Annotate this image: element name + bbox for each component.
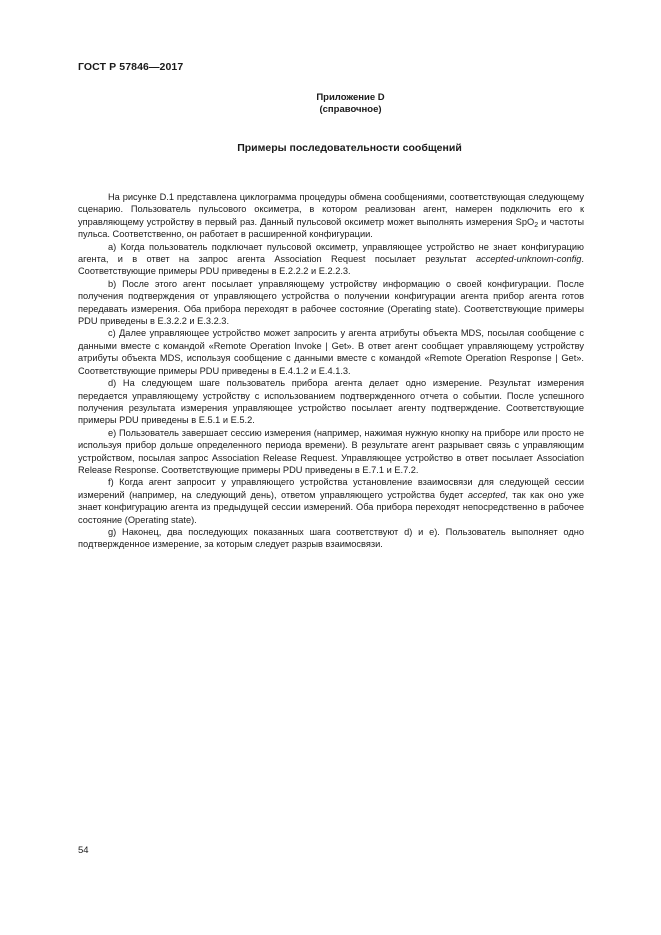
paragraph-a-text-end: . Соответствующие примеры PDU приведены в E.2.2.2 и E.2.2.3. xyxy=(78,254,584,277)
paragraph-f-text: f) Когда агент запросит у управляющего устройства установление взаимосвязи для следующей сессии измерений (например, на следующий день), ответом управляющего устройства будет xyxy=(78,477,584,500)
paragraph-g: g) Наконец, два последующих показанных шага соответствуют d) и e). Пользователь выполняет одно подтвержденное измерение, за которым следует разрыв взаимосвязи. xyxy=(78,526,584,550)
paragraph-a-italic: accepted-unknown-config xyxy=(476,254,582,265)
annex-heading xyxy=(0,92,661,116)
annex-note: (справочное) xyxy=(319,104,382,115)
spo2-subscript: 2 xyxy=(534,221,539,229)
page-number: 54 xyxy=(78,845,89,856)
body-text xyxy=(78,191,584,551)
paragraph-c: c) Далее управляющее устройство может запросить у агента атрибуты объекта MDS, посылая сообщение с данными вместе с командой «Remote Operation Invoke | Get». В ответ агент сообщает управляющему устройству атрибуты объекта MDS, используя сообщение с данными вместе с командой «Remote Operation Response | Get». Соответствующие примеры PDU приведены в E.4.1.2 и E.4.1.3. xyxy=(78,328,584,376)
paragraph-a-text: a) Когда пользователь подключает пульсовой оксиметр, управляющее устройство не знает конфигурацию агента, и в ответ на запрос агента Association Request посылает результат xyxy=(78,241,584,265)
paragraph-f xyxy=(78,476,584,526)
annex-title: Приложение D xyxy=(316,92,385,103)
section-title: Примеры последовательности сообщений xyxy=(237,142,462,154)
paragraph-f-text-end: , так как оно уже знает конфигурацию агента из предыдущей сессии измерений. Оба прибора переходят непосредственно в рабочее состояние (Operating state). xyxy=(78,489,584,525)
paragraph-intro-text: На рисунке D.1 представлена циклограмма процедуры обмена сообщениями, соответствующая следующему сценарию. Пользователь пульсового оксиметра, в котором реализован агент, намерен подключить его к управляющему устройству в первый раз. Данный пульсовой оксиметр может выполнять измерения SpO xyxy=(78,192,584,227)
paragraph-intro xyxy=(78,191,584,241)
paragraph-f-italic: accepted xyxy=(467,489,506,500)
paragraph-b: b) После этого агент посылает управляющему устройству информацию о своей конфигурации. После получения подтверждения от управляющего устройства о получении конфигурации агента прибор агента готов передавать измерения. Оба прибора переходят в рабочее состояние (Operating state). Соответствующие примеры PDU приведены в E.3.2.2 и E.3.2.3. xyxy=(78,278,584,327)
paragraph-d: d) На следующем шаге пользователь прибора агента делает одно измерение. Результат измерения передается управляющему устройству с использованием подтвержденного отчета о событии. После успешного получения результата измерения управляющее устройство посылает агенту подтверждение. Соответствующие примеры PDU приведены в E.5.1 и E.5.2. xyxy=(78,378,584,426)
paragraph-a xyxy=(78,241,584,278)
paragraph-intro-text-end: и частоты пульса. Соответственно, он работает в расширенной конфигурации. xyxy=(78,216,584,240)
document-code: ГОСТ Р 57846—2017 xyxy=(78,61,184,73)
paragraph-e: e) Пользователь завершает сессию измерения (например, нажимая нужную кнопку на приборе или просто не используя прибор дольше определенного периода времени). В результате агент разрывает связь с управляющим устройством, посылая запрос Association Release Request. Управляющее устройство в ответ посылает Association Release Response. Соответствующие примеры PDU приведены в E.7.1 и E.7.2. xyxy=(78,427,584,475)
